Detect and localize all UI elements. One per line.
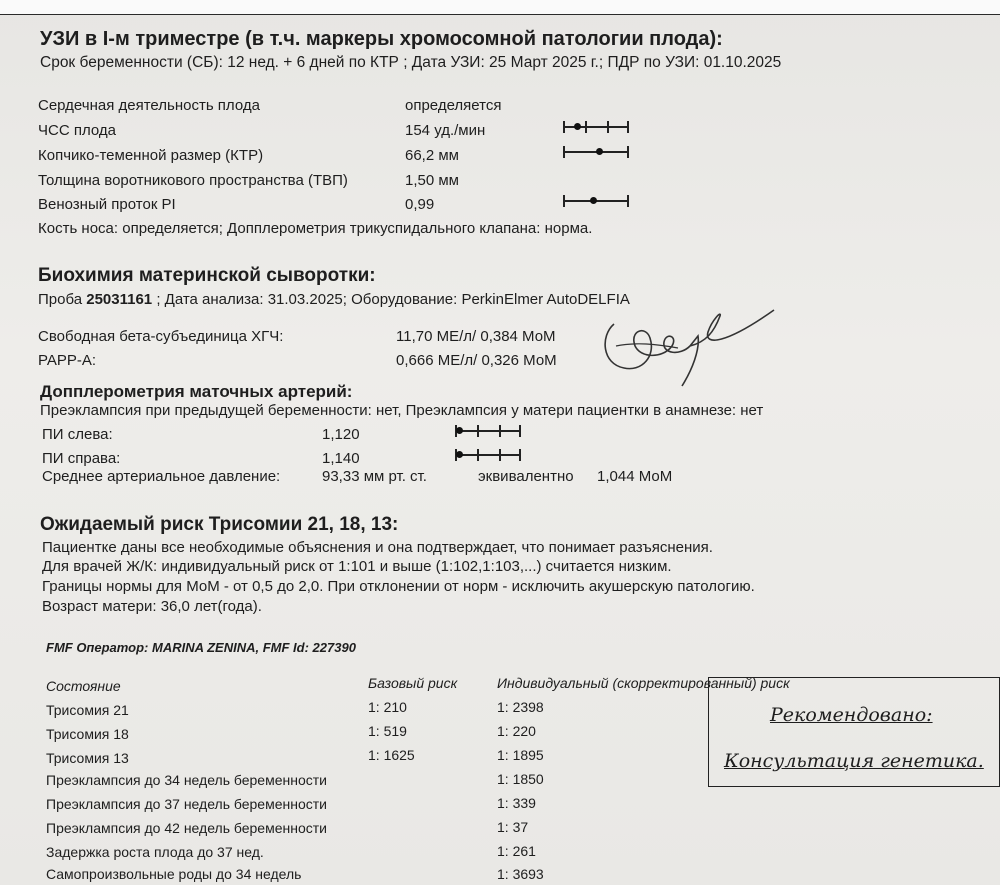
pi-right-label: ПИ справа: bbox=[42, 450, 121, 467]
pi-left-scale bbox=[455, 425, 521, 437]
dv-scale bbox=[563, 195, 629, 207]
bhcg-label: Свободная бета-субъединица ХГЧ: bbox=[38, 328, 284, 345]
report-subtitle: Срок беременности (СБ): 12 нед. + 6 дней по КТР ; Дата УЗИ: 25 Март 2025 г.; ПДР по УЗИ: 01.10.2025 bbox=[40, 54, 782, 71]
maternal-age: Возраст матери: 36,0 лет(года). bbox=[42, 598, 262, 615]
table-row-ind: 1: 339 bbox=[497, 795, 536, 811]
table-row-base: 1: 210 bbox=[368, 699, 407, 715]
pi-left-marker bbox=[456, 427, 463, 434]
doppler-title: Допплерометрия маточных артерий: bbox=[40, 382, 353, 401]
map-label: Среднее артериальное давление: bbox=[42, 468, 281, 485]
pi-right-marker bbox=[456, 451, 463, 458]
probe-id: 25031161 bbox=[86, 291, 153, 308]
pi-right-value: 1,140 bbox=[322, 450, 360, 467]
signature bbox=[596, 306, 786, 392]
bhcg-value: 11,70 МЕ/л/ 0,384 МоМ bbox=[396, 328, 556, 345]
table-row-ind: 1: 261 bbox=[497, 843, 536, 859]
us-value-dv: 0,99 bbox=[405, 196, 435, 213]
table-row-ind: 1: 1895 bbox=[497, 747, 544, 763]
us-value-hr: 154 уд./мин bbox=[405, 122, 486, 139]
pi-right-scale bbox=[455, 449, 521, 461]
probe-prefix: Проба bbox=[38, 291, 83, 308]
table-row-cond: Трисомия 18 bbox=[46, 726, 129, 742]
table-row-base: 1: 1625 bbox=[368, 747, 415, 763]
table-row-cond: Преэклампсия до 34 недель беременности bbox=[46, 772, 327, 788]
risk-line-3: Границы нормы для МоМ - от 0,5 до 2,0. При отклонении от норм - исключить акушерскую патологию. bbox=[42, 578, 755, 595]
table-row-cond: Преэклампсия до 42 недель беременности bbox=[46, 820, 327, 836]
us-value-nt: 1,50 мм bbox=[405, 172, 459, 189]
risk-line-1: Пациентке даны все необходимые объяснения и она подтверждает, что понимает разъяснения. bbox=[42, 539, 713, 556]
col-header-individual-risk: Индивидуальный (скорректированный) риск bbox=[497, 675, 790, 691]
report-title: УЗИ в I-м триместре (в т.ч. маркеры хромосомной патологии плода): bbox=[40, 28, 723, 50]
us-label-dv: Венозный проток PI bbox=[38, 196, 176, 213]
us-value-crl: 66,2 мм bbox=[405, 147, 459, 164]
us-label-heart: Сердечная деятельность плода bbox=[38, 97, 260, 114]
map-equiv: эквивалентно bbox=[478, 468, 574, 485]
risk-line-2: Для врачей Ж/К: индивидуальный риск от 1:101 и выше (1:102,1:103,...) считается низким. bbox=[42, 558, 672, 575]
table-row-ind: 1: 1850 bbox=[497, 771, 544, 787]
table-row-ind: 1: 3693 bbox=[497, 866, 544, 882]
pi-left-value: 1,120 bbox=[322, 426, 360, 443]
col-header-condition: Состояние bbox=[46, 678, 121, 694]
dv-marker bbox=[590, 197, 597, 204]
table-row-cond: Самопроизвольные роды до 34 недель bbox=[46, 866, 302, 882]
table-row-ind: 1: 2398 bbox=[497, 699, 544, 715]
us-label-crl: Копчико-теменной размер (КТР) bbox=[38, 147, 264, 164]
table-row-cond: Задержка роста плода до 37 нед. bbox=[46, 844, 264, 860]
table-row-ind: 1: 220 bbox=[497, 723, 536, 739]
crl-marker bbox=[596, 148, 603, 155]
table-row-cond: Преэклампсия до 37 недель беременности bbox=[46, 796, 327, 812]
recommendation-title: Рекомендовано: bbox=[770, 704, 933, 726]
nasal-bone-line: Кость носа: определяется; Допплерометрия трикуспидального клапана: норма. bbox=[38, 220, 593, 237]
map-value: 93,33 мм рт. ст. bbox=[322, 468, 427, 485]
hr-scale bbox=[563, 121, 629, 133]
us-value-heart: определяется bbox=[405, 97, 502, 114]
probe-line bbox=[38, 291, 630, 308]
map-mom: 1,044 МоМ bbox=[597, 468, 673, 485]
us-label-nt: Толщина воротникового пространства (ТВП) bbox=[38, 172, 348, 189]
table-row-cond: Трисомия 13 bbox=[46, 750, 129, 766]
top-border bbox=[0, 0, 1000, 15]
biochem-title: Биохимия материнской сыворотки: bbox=[38, 265, 376, 286]
crl-scale bbox=[563, 146, 629, 158]
table-row-base: 1: 519 bbox=[368, 723, 407, 739]
probe-details: ; Дата анализа: 31.03.2025; Оборудование: PerkinElmer AutoDELFIA bbox=[156, 291, 630, 308]
pappa-label: PAPP-A: bbox=[38, 352, 97, 369]
risk-title: Ожидаемый риск Трисомии 21, 18, 13: bbox=[40, 514, 399, 535]
operator-line: FMF Оператор: MARINA ZENINA, FMF Id: 227390 bbox=[46, 640, 356, 655]
table-row-cond: Трисомия 21 bbox=[46, 702, 129, 718]
recommendation-text: Консультация генетика. bbox=[724, 750, 984, 772]
pi-left-label: ПИ слева: bbox=[42, 426, 113, 443]
us-label-hr: ЧСС плода bbox=[38, 122, 116, 139]
preeclampsia-line: Преэклампсия при предыдущей беременности: нет, Преэклампсия у матери пациентки в анамнезе: нет bbox=[40, 402, 764, 419]
pappa-value: 0,666 МЕ/л/ 0,326 МоМ bbox=[396, 352, 557, 369]
col-header-base-risk: Базовый риск bbox=[368, 675, 458, 691]
hr-marker bbox=[574, 123, 581, 130]
table-row-ind: 1: 37 bbox=[497, 819, 529, 835]
